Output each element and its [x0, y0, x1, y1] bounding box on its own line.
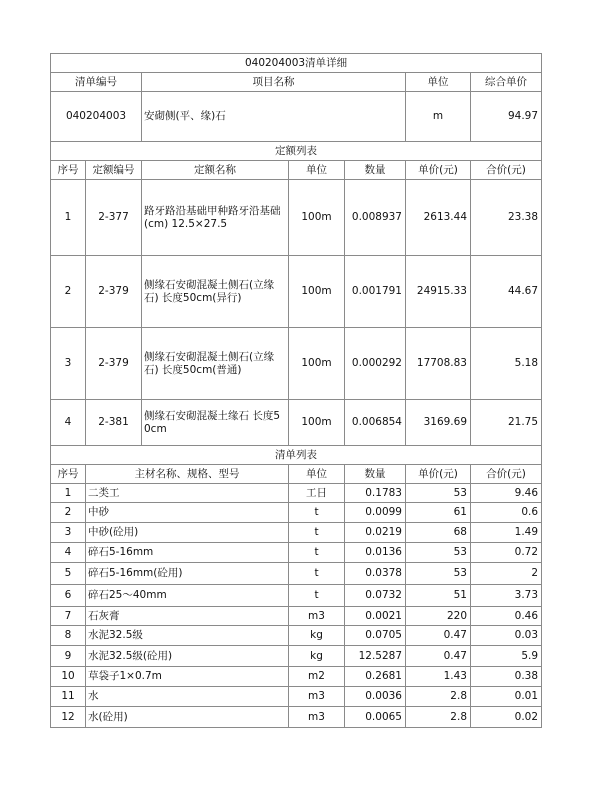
- list-unit: t: [289, 563, 345, 585]
- list-seq: 10: [51, 667, 86, 687]
- quota-name: 侧缘石安砌混凝土侧石(立缘石) 长度50cm(异行): [142, 256, 289, 328]
- list-row: [51, 563, 542, 585]
- list-row: [51, 646, 542, 667]
- list-total: 0.02: [471, 707, 542, 728]
- list-name: 中砂: [86, 503, 289, 523]
- list-row: [51, 687, 542, 707]
- quota-unit-price: 24915.33: [406, 256, 471, 328]
- list-seq: 6: [51, 585, 86, 607]
- list-unit: m2: [289, 667, 345, 687]
- list-seq: 4: [51, 543, 86, 563]
- list-seq: 11: [51, 687, 86, 707]
- list-qty: 0.0378: [345, 563, 406, 585]
- list-qty: 0.0021: [345, 607, 406, 626]
- list-unit-price: 68: [406, 523, 471, 543]
- header-bill-code: 清单编号: [51, 73, 142, 92]
- summary-bill-code: 040204003: [51, 92, 142, 142]
- list-unit-price: 2.8: [406, 687, 471, 707]
- list-qty: 0.0136: [345, 543, 406, 563]
- quota-header-unit-price: 单价(元): [406, 161, 471, 180]
- list-unit: kg: [289, 646, 345, 667]
- list-row: [51, 523, 542, 543]
- list-total: 0.6: [471, 503, 542, 523]
- quota-unit: 100m: [289, 400, 345, 446]
- quota-unit: 100m: [289, 256, 345, 328]
- list-name: 中砂(砼用): [86, 523, 289, 543]
- quota-name: 侧缘石安砌混凝土侧石(立缘石) 长度50cm(普通): [142, 328, 289, 400]
- list-unit-price: 220: [406, 607, 471, 626]
- quota-seq: 2: [51, 256, 86, 328]
- material-list: [51, 484, 542, 728]
- list-seq: 7: [51, 607, 86, 626]
- list-header-unit: 单位: [289, 465, 345, 484]
- header-item-name: 项目名称: [142, 73, 406, 92]
- quota-code: 2-377: [86, 180, 142, 256]
- list-row: [51, 707, 542, 728]
- list-unit-price: 0.47: [406, 646, 471, 667]
- table-title: 040204003清单详细: [51, 54, 542, 73]
- list-unit: kg: [289, 626, 345, 646]
- quota-row: [51, 328, 542, 400]
- list-qty: 0.0065: [345, 707, 406, 728]
- list-row: [51, 585, 542, 607]
- quota-row: [51, 256, 542, 328]
- list-total: 0.03: [471, 626, 542, 646]
- quota-name: 侧缘石安砌混凝土缘石 长度50cm: [142, 400, 289, 446]
- quota-code: 2-381: [86, 400, 142, 446]
- summary-item-name: 安砌侧(平、缘)石: [142, 92, 406, 142]
- quota-qty: 0.008937: [345, 180, 406, 256]
- header-composite-price: 综合单价: [471, 73, 542, 92]
- list-unit: t: [289, 585, 345, 607]
- list-header-qty: 数量: [345, 465, 406, 484]
- list-row: [51, 484, 542, 503]
- list-unit: 工日: [289, 484, 345, 503]
- quota-unit: 100m: [289, 180, 345, 256]
- list-header-total: 合价(元): [471, 465, 542, 484]
- list-seq: 1: [51, 484, 86, 503]
- quota-header-name: 定额名称: [142, 161, 289, 180]
- quota-header-unit: 单位: [289, 161, 345, 180]
- list-total: 0.46: [471, 607, 542, 626]
- quota-header-seq: 序号: [51, 161, 86, 180]
- quota-seq: 1: [51, 180, 86, 256]
- list-name: 水(砼用): [86, 707, 289, 728]
- list-header-unit-price: 单价(元): [406, 465, 471, 484]
- list-row: [51, 543, 542, 563]
- list-total: 0.72: [471, 543, 542, 563]
- quota-unit-price: 2613.44: [406, 180, 471, 256]
- quota-header-qty: 数量: [345, 161, 406, 180]
- quota-row: [51, 400, 542, 446]
- list-unit-price: 53: [406, 543, 471, 563]
- quota-qty: 0.006854: [345, 400, 406, 446]
- list-row: [51, 626, 542, 646]
- list-unit-price: 1.43: [406, 667, 471, 687]
- quota-section-title: 定额列表: [51, 142, 542, 161]
- list-seq: 2: [51, 503, 86, 523]
- list-qty: 0.1783: [345, 484, 406, 503]
- list-unit-price: 51: [406, 585, 471, 607]
- list-seq: 12: [51, 707, 86, 728]
- list-qty: 0.0705: [345, 626, 406, 646]
- list-name: 水泥32.5级(砼用): [86, 646, 289, 667]
- list-name: 二类工: [86, 484, 289, 503]
- list-name: 水: [86, 687, 289, 707]
- list-unit: t: [289, 523, 345, 543]
- list-unit-price: 53: [406, 484, 471, 503]
- summary-unit: m: [406, 92, 471, 142]
- quota-code: 2-379: [86, 328, 142, 400]
- quota-total: 44.67: [471, 256, 542, 328]
- list-unit: m3: [289, 687, 345, 707]
- list-qty: 0.0219: [345, 523, 406, 543]
- quota-row: [51, 180, 542, 256]
- list-unit-price: 53: [406, 563, 471, 585]
- list-row: [51, 607, 542, 626]
- list-seq: 9: [51, 646, 86, 667]
- list-qty: 0.2681: [345, 667, 406, 687]
- quota-total: 23.38: [471, 180, 542, 256]
- list-qty: 0.0036: [345, 687, 406, 707]
- list-unit: m3: [289, 607, 345, 626]
- list-seq: 3: [51, 523, 86, 543]
- quota-qty: 0.000292: [345, 328, 406, 400]
- list-name: 碎石5-16mm(砼用): [86, 563, 289, 585]
- list-total: 0.01: [471, 687, 542, 707]
- list-name: 碎石25～40mm: [86, 585, 289, 607]
- list-total: 1.49: [471, 523, 542, 543]
- list-qty: 0.0099: [345, 503, 406, 523]
- list-total: 3.73: [471, 585, 542, 607]
- list-section-title: 清单列表: [51, 446, 542, 465]
- quota-total: 5.18: [471, 328, 542, 400]
- header-unit: 单位: [406, 73, 471, 92]
- list-total: 5.9: [471, 646, 542, 667]
- list-seq: 5: [51, 563, 86, 585]
- quota-header-code: 定额编号: [86, 161, 142, 180]
- list-unit-price: 61: [406, 503, 471, 523]
- quota-seq: 3: [51, 328, 86, 400]
- list-name: 草袋子1×0.7m: [86, 667, 289, 687]
- bill-detail-table: [50, 53, 542, 728]
- quota-qty: 0.001791: [345, 256, 406, 328]
- quota-unit: 100m: [289, 328, 345, 400]
- summary-composite-price: 94.97: [471, 92, 542, 142]
- list-name: 碎石5-16mm: [86, 543, 289, 563]
- list-unit-price: 2.8: [406, 707, 471, 728]
- list-name: 水泥32.5级: [86, 626, 289, 646]
- list-seq: 8: [51, 626, 86, 646]
- list-unit: t: [289, 543, 345, 563]
- list-unit: m3: [289, 707, 345, 728]
- quota-header-total: 合价(元): [471, 161, 542, 180]
- list-name: 石灰膏: [86, 607, 289, 626]
- list-unit: t: [289, 503, 345, 523]
- list-total: 0.38: [471, 667, 542, 687]
- list-header-seq: 序号: [51, 465, 86, 484]
- list-total: 9.46: [471, 484, 542, 503]
- list-qty: 12.5287: [345, 646, 406, 667]
- quota-code: 2-379: [86, 256, 142, 328]
- list-row: [51, 503, 542, 523]
- list-qty: 0.0732: [345, 585, 406, 607]
- list-unit-price: 0.47: [406, 626, 471, 646]
- list-header-name: 主材名称、规格、型号: [86, 465, 289, 484]
- quota-seq: 4: [51, 400, 86, 446]
- quota-name: 路牙路沿基础甲种路牙沿基础(cm) 12.5×27.5: [142, 180, 289, 256]
- quota-total: 21.75: [471, 400, 542, 446]
- quota-unit-price: 3169.69: [406, 400, 471, 446]
- list-total: 2: [471, 563, 542, 585]
- quota-unit-price: 17708.83: [406, 328, 471, 400]
- list-row: [51, 667, 542, 687]
